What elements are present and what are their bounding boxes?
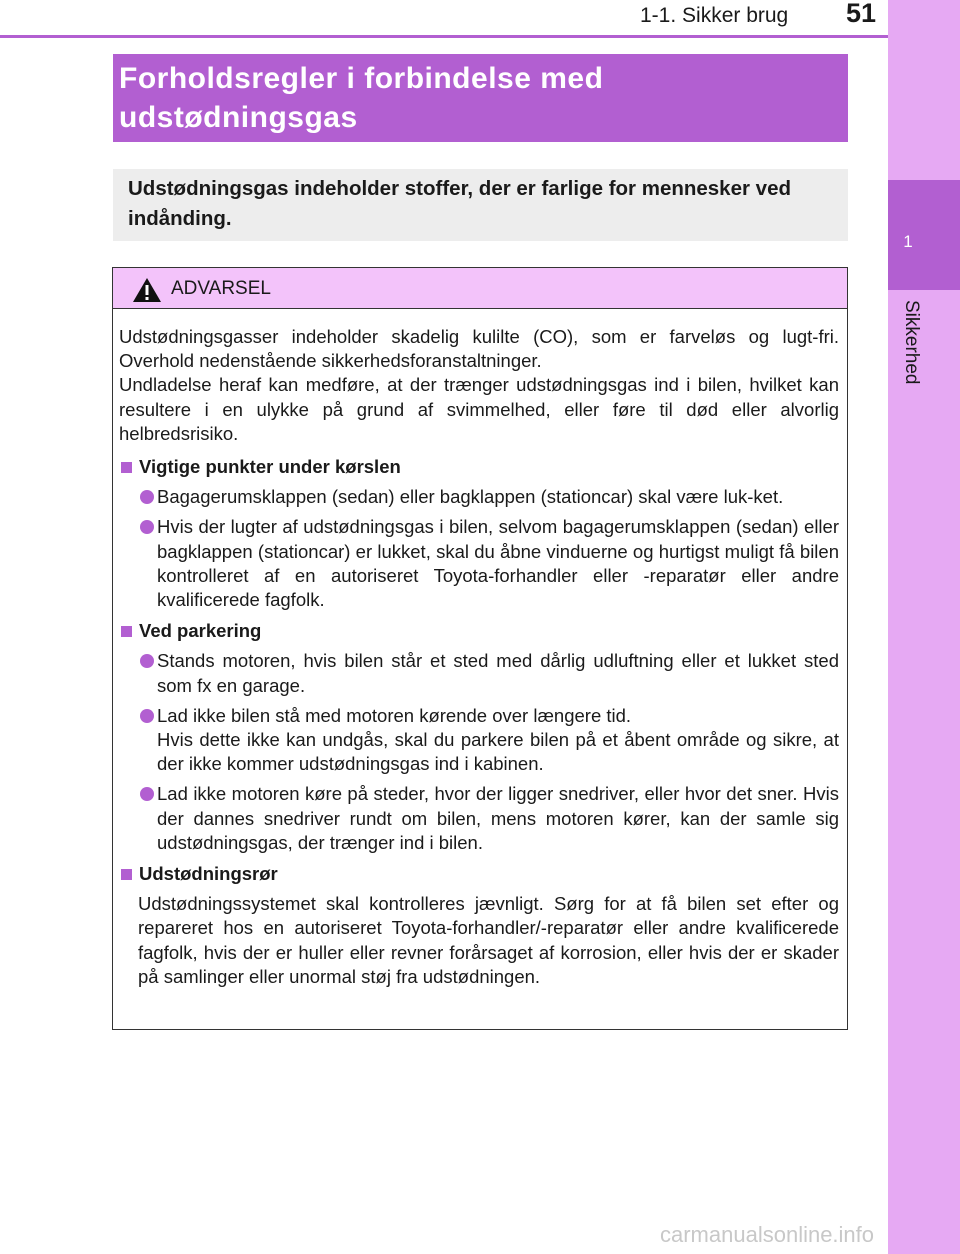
list-item-text: Stands motoren, hvis bilen står et sted med dårlig udluftning eller et lukket sted som fx en garage.	[157, 650, 839, 696]
page-title	[113, 54, 848, 142]
list-item	[119, 485, 839, 509]
section-heading-text: Vigtige punkter under kørslen	[139, 456, 401, 478]
section-paragraph: Udstødningssystemet skal kontrolleres jævnligt. Sørg for at få bilen set efter og repareret hos en autoriseret Toyota-forhandler/-reparatør eller andre kvalificerede fagfolk, hvis der er huller eller revner forårsaget af korrosion, eller hvis der er skader på samlinger eller unormal støj fra udstødningen.	[138, 893, 839, 987]
list-item	[119, 782, 839, 855]
warning-intro-1: Udstødningsgasser indeholder skadelig kulilte (CO), som er farveløs og lugt-fri. Overhold nedenstående sikkerhedsforanstaltninger.	[119, 326, 839, 372]
page-title-line1: Forholdsregler i forbindelse med	[119, 62, 604, 95]
header-rule	[0, 35, 888, 38]
warning-triangle-icon	[132, 277, 162, 303]
chapter-number: 1	[903, 232, 913, 251]
list-item-text: Lad ikke bilen stå med motoren kørende over længere tid.	[157, 704, 632, 726]
side-tab	[888, 0, 960, 1254]
circle-bullet-icon	[140, 490, 154, 504]
section-heading	[119, 455, 839, 479]
circle-bullet-icon	[140, 709, 154, 723]
section-heading	[119, 619, 839, 643]
section-heading-text: Udstødningsrør	[139, 863, 278, 885]
square-bullet-icon	[121, 626, 132, 637]
circle-bullet-icon	[140, 520, 154, 534]
chapter-name: Sikkerhed	[901, 300, 922, 385]
square-bullet-icon	[121, 869, 132, 880]
warning-label: ADVARSEL	[171, 278, 271, 299]
intro-box: Udstødningsgas indeholder stoffer, der er farlige for mennesker ved indånding.	[113, 169, 848, 241]
list-item	[119, 649, 839, 697]
page-number: 51	[846, 0, 877, 28]
list-item-text: Lad ikke motoren køre på steder, hvor der ligger snedriver, eller hvor det sner. Hvis der dannes snedriver rundt om bilen, mens motoren kører, kan der samle sig udstødningsgas, der trænger ind i bilen.	[157, 783, 839, 853]
header-section-title: 1-1. Sikker brug	[640, 4, 789, 27]
warning-box	[112, 267, 848, 1030]
watermark: carmanualsonline.info	[660, 1222, 875, 1247]
list-item	[119, 515, 839, 612]
warning-intro-2: Undladelse heraf kan medføre, at der trænger udstødningsgas ind i bilen, hvilket kan resultere i en ulykke på grund af svimmelhed, eller føre til død eller alvorlig helbredsrisiko.	[119, 374, 839, 444]
circle-bullet-icon	[140, 787, 154, 801]
warning-header	[113, 268, 847, 309]
section-heading	[119, 862, 839, 886]
section-heading-text: Ved parkering	[139, 620, 262, 642]
square-bullet-icon	[121, 462, 132, 473]
list-item-text-extra: Hvis dette ikke kan undgås, skal du parkere bilen på et åbent område og sikre, at der ikke kommer udstødningsgas ind i kabinen.	[157, 729, 839, 775]
list-item	[119, 704, 839, 777]
warning-body	[113, 309, 847, 989]
circle-bullet-icon	[140, 654, 154, 668]
page-title-line2: udstødningsgas	[119, 101, 358, 134]
list-item-text: Bagagerumsklappen (sedan) eller bagklappen (stationcar) skal være luk-ket.	[157, 486, 784, 508]
list-item-text: Hvis der lugter af udstødningsgas i bilen, selvom bagagerumsklappen (sedan) eller bagklappen (stationcar) er lukket, skal du åbne vinduerne og hurtigst muligt få bilen kontrolleret af en autoriseret Toyota-forhandler eller -reparatør eller andre kvalificerede fagfolk.	[157, 516, 839, 611]
